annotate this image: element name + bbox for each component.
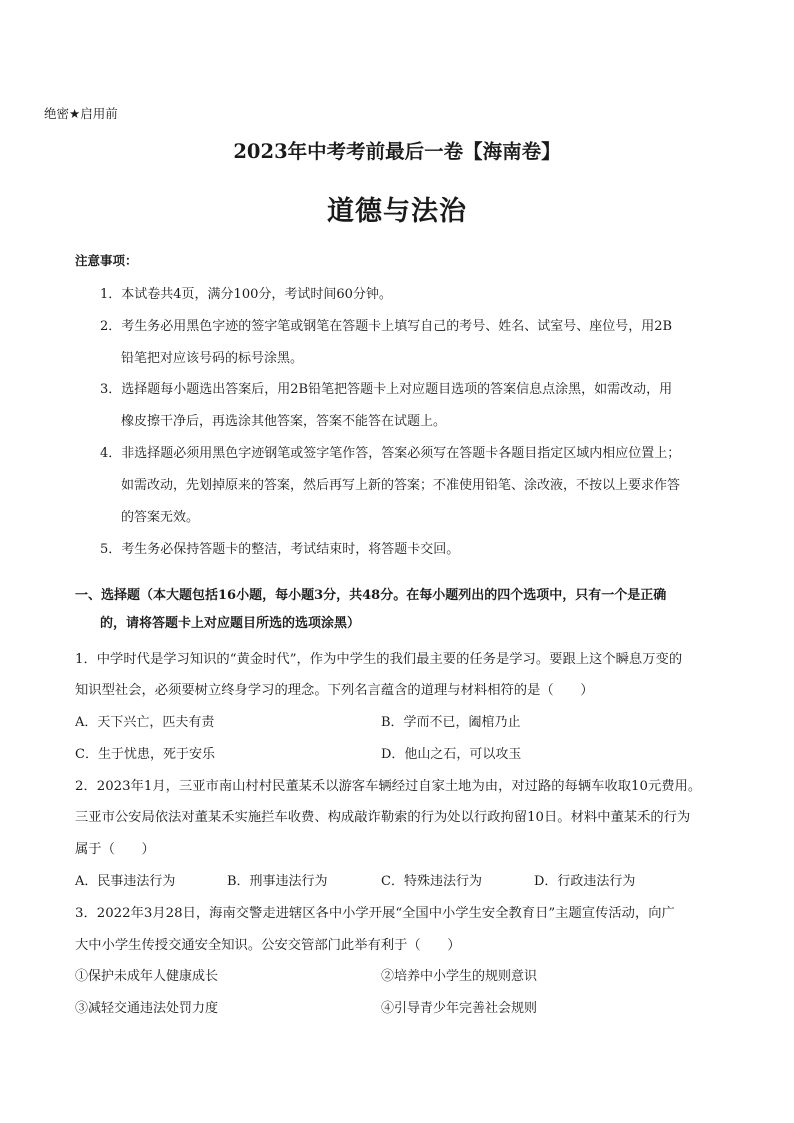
question-2-line-2: 三亚市公安局依法对董某禾实施拦车收费、构成敲诈勒索的行为处以行政拘留10日。材料中董某禾的行为 <box>75 810 691 825</box>
notice-item-5: 5．考生务必保持答题卡的整洁，考试结束时，将答题卡交回。 <box>100 542 460 557</box>
q1-option-c: C．生于忧患，死于安乐 <box>75 747 215 762</box>
q1-option-a: A．天下兴亡，匹夫有责 <box>75 715 215 730</box>
notice-item-3: 3．选择题每小题选出答案后，用2B铅笔把答题卡上对应题目选项的答案信息点涂黑，如需改动，用 <box>100 382 673 397</box>
notice-item-4-cont2: 的答案无效。 <box>121 510 200 525</box>
subject-title: 道德与法治 <box>327 196 467 227</box>
q3-statement-1: ①保护未成年人健康成长 <box>75 969 219 984</box>
question-1-line-2: 知识型社会，必须要树立终身学习的理念。下列名言蕴含的道理与材料相符的是（ ） <box>75 683 594 698</box>
notice-item-4: 4．非选择题必须用黑色字迹钢笔或签字笔作答，答案必须写在答题卡各题目指定区域内相应位置上； <box>100 446 681 461</box>
section-heading-cont: 的，请将答题卡上对应题目所选的选项涂黑） <box>100 616 361 631</box>
question-3-line-2: 大中小学生传授交通安全知识。公安交管部门此举有利于（ ） <box>75 938 461 953</box>
q2-option-c: C．特殊违法行为 <box>381 874 482 889</box>
q3-statement-2: ②培养中小学生的规则意识 <box>381 969 538 984</box>
notice-item-1: 1．本试卷共4页，满分100分，考试时间60分钟。 <box>100 287 392 302</box>
q3-statement-4: ④引导青少年完善社会规则 <box>381 1001 538 1016</box>
exam-title: 2023年中考考前最后一卷【海南卷】 <box>233 140 561 163</box>
q3-statement-3: ③减轻交通违法处罚力度 <box>75 1001 219 1016</box>
notice-heading: 注意事项： <box>75 253 138 268</box>
q2-option-b: B．刑事违法行为 <box>227 874 328 889</box>
q2-option-a: A．民事违法行为 <box>75 874 176 889</box>
section-heading: 一、选择题（本大题包括16小题，每小题3分，共48分。在每小题列出的四个选项中，只有一个是正确 <box>75 588 667 603</box>
question-2-line-1: 2．2023年1月，三亚市南山村村民董某禾以游客车辆经过自家土地为由，对过路的每辆车收取10元费用。 <box>75 779 702 794</box>
question-2-line-3: 属于（ ） <box>75 842 155 857</box>
q1-option-d: D．他山之石，可以攻玉 <box>381 747 522 762</box>
notice-item-2-cont: 铅笔把对应该号码的标号涂黑。 <box>121 351 304 366</box>
q2-option-d: D．行政违法行为 <box>534 874 636 889</box>
q1-option-b: B．学而不已，阖棺乃止 <box>381 715 521 730</box>
question-1-line-1: 1．中学时代是学习知识的“黄金时代”，作为中学生的我们最主要的任务是学习。要跟上这个瞬息万变的 <box>75 652 683 667</box>
notice-item-4-cont1: 如需改动，先划掉原来的答案，然后再写上新的答案；不准使用铅笔、涂改液，不按以上要求作答 <box>121 478 681 493</box>
confidential-label: 绝密★启用前 <box>44 106 118 121</box>
notice-item-2: 2．考生务必用黑色字迹的签字笔或钢笔在答题卡上填写自己的考号、姓名、试室号、座位号，用2B <box>100 319 673 334</box>
question-3-line-1: 3．2022年3月28日，海南交警走进辖区各中小学开展“全国中小学生安全教育日”主题宣传活动，向广 <box>75 906 675 921</box>
notice-item-3-cont: 橡皮擦干净后，再选涂其他答案，答案不能答在试题上。 <box>121 414 447 429</box>
